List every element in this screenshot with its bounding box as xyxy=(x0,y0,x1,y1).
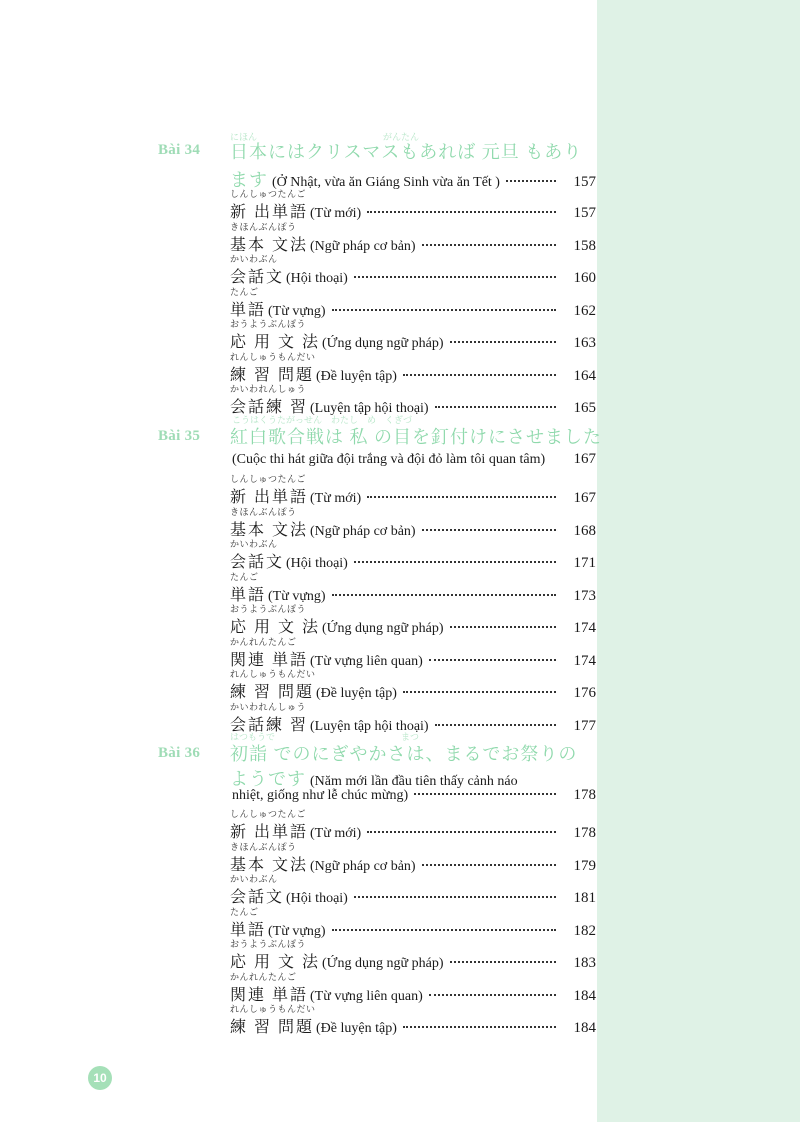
furigana: おうようぶんぽう xyxy=(230,319,307,329)
furigana: かいわぶん xyxy=(230,539,278,549)
entry-japanese: 練 習 問題 xyxy=(230,366,315,384)
entry-vietnamese: (Từ vựng) xyxy=(268,588,326,604)
toc-entry[interactable] xyxy=(230,252,596,284)
furigana: れんしゅうもんだい xyxy=(230,1004,316,1014)
entry-japanese: 会話文 xyxy=(230,889,285,906)
lesson-35-label: Bài 35 xyxy=(158,428,201,444)
lesson-34-page: 157 xyxy=(573,174,596,190)
entry-page-number: 176 xyxy=(573,685,596,701)
toc-entry[interactable] xyxy=(230,872,596,904)
dot-leader xyxy=(450,626,556,628)
toc-entry-line xyxy=(230,647,596,667)
toc-entry-line xyxy=(230,549,596,569)
entry-japanese: 新 出単語 xyxy=(230,204,309,221)
entry-vietnamese: (Hội thoại) xyxy=(286,891,348,906)
lesson-35-heading-entry[interactable] xyxy=(230,439,596,471)
toc-entry[interactable] xyxy=(230,700,596,732)
entry-vietnamese: (Từ vựng) xyxy=(268,303,326,319)
toc-entry-line xyxy=(230,982,596,1002)
toc-entry[interactable] xyxy=(230,602,596,634)
entry-japanese: 関連 単語 xyxy=(230,986,309,1004)
entry-page-number: 174 xyxy=(573,620,596,636)
toc-entry-line xyxy=(230,949,596,969)
entry-page-number: 177 xyxy=(573,717,596,734)
lesson-34-description: (Ở Nhật, vừa ăn Giáng Sinh vừa ăn Tết ) xyxy=(272,175,500,190)
entry-japanese: 会話文 xyxy=(230,554,285,571)
lesson-35-description: (Cuộc thi hát giữa đội trắng và đội đỏ làm tôi quan tâm) xyxy=(232,452,546,467)
lesson-36-label: Bài 36 xyxy=(158,745,201,761)
entry-japanese: 単語 xyxy=(230,301,267,319)
entry-page-number: 167 xyxy=(573,490,596,506)
entry-vietnamese: (Luyện tập hội thoại) xyxy=(310,718,429,734)
toc-entry[interactable] xyxy=(230,905,596,937)
entry-japanese: 会話練 習 xyxy=(230,716,309,734)
entry-japanese: 基本 文法 xyxy=(230,856,309,874)
toc-entry[interactable] xyxy=(230,570,596,602)
dot-leader xyxy=(435,406,556,408)
dot-leader xyxy=(403,374,556,376)
toc-entry-line xyxy=(230,517,596,537)
furigana: れんしゅうもんだい xyxy=(230,351,316,362)
entry-page-number: 183 xyxy=(573,955,596,971)
lesson-34-title-cont: ます xyxy=(230,170,268,190)
entry-japanese: 会話練 習 xyxy=(230,399,309,416)
entry-page-number: 182 xyxy=(573,922,596,939)
toc-entry-line xyxy=(230,917,596,937)
toc-entry[interactable] xyxy=(230,1002,596,1034)
entry-vietnamese: (Đề luyện tập) xyxy=(316,686,397,701)
furigana: たんご xyxy=(230,906,259,917)
lesson-36-title: 初詣 でのにぎやかさは、まるでお祭りの xyxy=(230,744,578,764)
toc-entry-line xyxy=(230,679,596,699)
entry-vietnamese: (Từ vựng liên quan) xyxy=(310,988,423,1004)
furigana: きほんぶんぽう xyxy=(230,506,297,517)
lesson-36-description: (Năm mới lần đầu tiên thấy cảnh náo xyxy=(310,774,518,789)
toc-entry[interactable] xyxy=(230,187,596,219)
toc-entry-line xyxy=(230,582,596,602)
lesson-36-description-line2: nhiệt, giống như lễ chúc mừng) xyxy=(232,788,409,803)
entry-japanese: 新 出単語 xyxy=(230,489,309,506)
lesson-34-title: 日本にはクリスマスもあれば 元旦 もあり xyxy=(230,142,583,162)
entry-japanese: 応 用 文 法 xyxy=(230,619,321,636)
toc-entry-line xyxy=(230,852,596,872)
entry-japanese: 練 習 問題 xyxy=(230,1019,315,1036)
dot-leader xyxy=(367,831,556,833)
furigana: かいわぶん xyxy=(230,254,278,264)
furigana: おうようぶんぽう xyxy=(230,604,307,614)
dot-leader xyxy=(435,724,556,726)
toc-entry-line xyxy=(230,199,596,219)
furigana: しんしゅつたんご xyxy=(230,189,307,199)
entry-vietnamese: (Ngữ pháp cơ bản) xyxy=(310,523,416,539)
entry-page-number: 168 xyxy=(573,522,596,539)
toc-entry-line xyxy=(230,264,596,284)
lesson-35-title-ruby: こうはくうたがっせん わたし め くぎづ xyxy=(232,415,413,425)
entry-vietnamese: (Luyện tập hội thoại) xyxy=(310,401,429,416)
dot-leader xyxy=(422,864,556,866)
entry-vietnamese: (Ngữ pháp cơ bản) xyxy=(310,858,416,874)
entry-page-number: 164 xyxy=(573,367,596,384)
toc-entry-line xyxy=(230,712,596,732)
furigana: おうようぶんぽう xyxy=(230,939,307,949)
furigana: かいわれんしゅう xyxy=(230,701,307,712)
entry-page-number: 174 xyxy=(573,652,596,669)
lesson-35-title: 紅白歌合戦は 私 の目を釘付けにさせました xyxy=(230,427,602,447)
page-number-badge: 10 xyxy=(88,1066,112,1090)
dot-leader xyxy=(450,961,556,963)
entry-vietnamese: (Ứng dụng ngữ pháp) xyxy=(322,621,444,636)
entry-page-number: 179 xyxy=(573,857,596,874)
furigana: たんご xyxy=(230,286,259,297)
entry-vietnamese: (Ngữ pháp cơ bản) xyxy=(310,238,416,254)
entry-page-number: 171 xyxy=(573,555,596,571)
furigana: きほんぶんぽう xyxy=(230,841,297,852)
dot-leader xyxy=(429,994,556,996)
furigana: たんご xyxy=(230,571,259,582)
dot-leader xyxy=(354,896,556,898)
dot-leader xyxy=(450,341,556,343)
dot-leader xyxy=(414,793,556,795)
toc-entry[interactable] xyxy=(230,220,596,252)
furigana: かいわれんしゅう xyxy=(230,384,307,394)
dot-leader xyxy=(354,276,556,278)
entry-vietnamese: (Từ vựng liên quan) xyxy=(310,653,423,669)
toc-entry[interactable] xyxy=(230,537,596,569)
furigana: れんしゅうもんだい xyxy=(230,669,316,679)
toc-entry[interactable] xyxy=(230,472,596,504)
entry-vietnamese: (Ứng dụng ngữ pháp) xyxy=(322,336,444,351)
furigana: かんれんたんご xyxy=(230,971,297,982)
entry-japanese: 練 習 問題 xyxy=(230,684,315,701)
furigana: きほんぶんぽう xyxy=(230,221,297,232)
dot-leader xyxy=(403,691,556,693)
lesson-36-heading-entry[interactable] xyxy=(230,775,596,807)
toc-entry[interactable] xyxy=(230,840,596,872)
entry-page-number: 158 xyxy=(573,237,596,254)
entry-page-number: 181 xyxy=(573,890,596,906)
toc-entry[interactable] xyxy=(230,970,596,1002)
lesson-36-title-ruby: はつもうで まつ xyxy=(230,732,420,742)
entry-page-number: 184 xyxy=(573,1020,596,1036)
toc-entry-line xyxy=(230,614,596,634)
furigana: しんしゅつたんご xyxy=(230,474,307,484)
entry-vietnamese: (Đề luyện tập) xyxy=(316,368,397,384)
entry-vietnamese: (Từ vựng) xyxy=(268,923,326,939)
lesson-36-page: 178 xyxy=(573,787,596,803)
toc-entry-line xyxy=(230,884,596,904)
entry-vietnamese: (Hội thoại) xyxy=(286,271,348,286)
toc-entry-line xyxy=(230,484,596,504)
entry-page-number: 163 xyxy=(573,335,596,351)
dot-leader xyxy=(354,561,556,563)
toc-entry[interactable] xyxy=(230,317,596,349)
toc-entry-line xyxy=(230,394,596,414)
dot-leader xyxy=(332,309,556,311)
dot-leader xyxy=(422,529,556,531)
entry-page-number: 157 xyxy=(573,205,596,221)
toc-entry[interactable] xyxy=(230,807,596,839)
dot-leader xyxy=(332,929,556,931)
furigana: かんれんたんご xyxy=(230,636,297,647)
entry-page-number: 162 xyxy=(573,302,596,319)
entry-page-number: 178 xyxy=(573,825,596,841)
toc-entry-line xyxy=(230,329,596,349)
dot-leader xyxy=(403,1026,556,1028)
entry-vietnamese: (Từ mới) xyxy=(310,491,362,506)
entry-vietnamese: (Từ mới) xyxy=(310,206,362,221)
entry-japanese: 応 用 文 法 xyxy=(230,954,321,971)
entry-japanese: 基本 文法 xyxy=(230,236,309,254)
toc-entry-line xyxy=(230,362,596,382)
toc-entry[interactable] xyxy=(230,635,596,667)
toc-entry-line xyxy=(230,232,596,252)
toc-entry[interactable] xyxy=(230,382,596,414)
entry-vietnamese: (Hội thoại) xyxy=(286,556,348,571)
entry-page-number: 173 xyxy=(573,587,596,604)
entry-page-number: 160 xyxy=(573,270,596,286)
entry-page-number: 184 xyxy=(573,987,596,1004)
furigana: しんしゅつたんご xyxy=(230,809,307,819)
toc-entry-line xyxy=(230,1014,596,1034)
entry-japanese: 関連 単語 xyxy=(230,651,309,669)
furigana: かいわぶん xyxy=(230,874,278,884)
entry-japanese: 単語 xyxy=(230,921,267,939)
toc-entry-line xyxy=(230,819,596,839)
dot-leader xyxy=(506,180,556,182)
dot-leader xyxy=(422,244,556,246)
lesson-34-title-ruby: にほん がんたん xyxy=(230,132,420,142)
toc-entry[interactable] xyxy=(230,667,596,699)
lesson-35-page: 167 xyxy=(573,451,596,467)
lesson-36-title-cont: ようです xyxy=(230,769,306,789)
dot-leader xyxy=(367,211,556,213)
entry-vietnamese: (Ứng dụng ngữ pháp) xyxy=(322,956,444,971)
entry-vietnamese: (Đề luyện tập) xyxy=(316,1021,397,1036)
lesson-34-heading-entry[interactable] xyxy=(230,154,596,190)
entry-japanese: 基本 文法 xyxy=(230,521,309,539)
toc-entry[interactable] xyxy=(230,350,596,382)
dot-leader xyxy=(367,496,556,498)
lesson-34-label: Bài 34 xyxy=(158,142,201,158)
entry-japanese: 会話文 xyxy=(230,269,285,286)
entry-japanese: 単語 xyxy=(230,586,267,604)
toc-entry[interactable] xyxy=(230,285,596,317)
toc-entry-line xyxy=(230,297,596,317)
entry-page-number: 165 xyxy=(573,400,596,416)
entry-japanese: 新 出単語 xyxy=(230,824,309,841)
dot-leader xyxy=(332,594,556,596)
entry-vietnamese: (Từ mới) xyxy=(310,826,362,841)
toc-entry[interactable] xyxy=(230,505,596,537)
toc-entry[interactable] xyxy=(230,937,596,969)
dot-leader xyxy=(429,659,556,661)
entry-japanese: 応 用 文 法 xyxy=(230,334,321,351)
